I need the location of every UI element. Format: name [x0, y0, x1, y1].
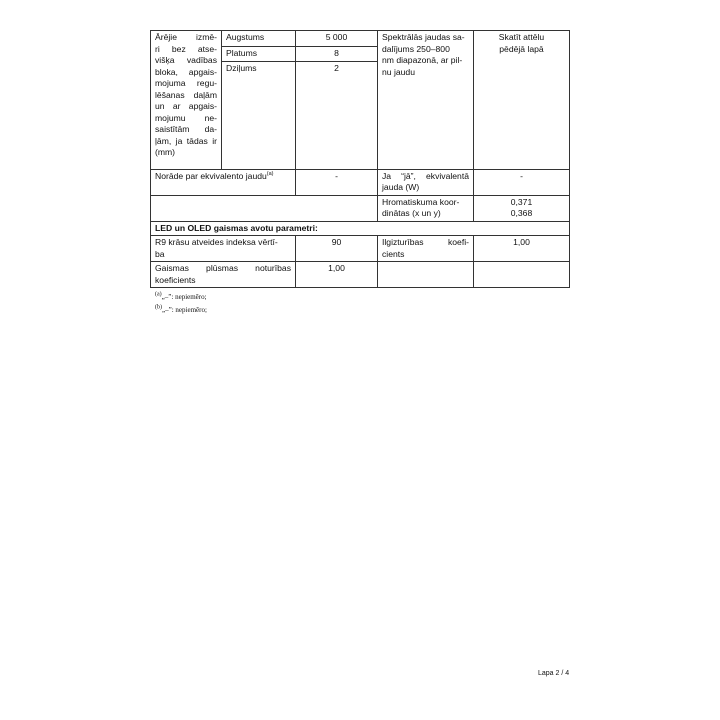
r9-label-cell [151, 236, 296, 262]
flux-label-line: koeficients [155, 274, 196, 285]
width-value: 8 [296, 47, 378, 62]
spectral-label-line: nm diapazonā, ar pil- [382, 55, 463, 65]
empty-cell [474, 262, 570, 288]
dimensions-label-line: višķa vadības [155, 55, 217, 65]
dimensions-label-line: lēšanas daļām [155, 89, 217, 100]
footnote-mark: (a) [155, 291, 162, 298]
dimensions-label-line: saistītām da- [155, 124, 217, 134]
dimensions-label-line: bloka, apgais- [155, 66, 217, 77]
dimensions-label-line: Ārējie izmē- [155, 32, 217, 42]
spectral-label-line: nu jaudu [382, 66, 415, 77]
table-row [151, 236, 570, 262]
flux-label-line: Gaismas plūsmas noturības [155, 263, 291, 273]
dimensions-label-line: mojuma regu- [155, 78, 217, 88]
spectral-label-cell [378, 31, 474, 170]
spectral-label-line: Spektrālās jaudas sa- [382, 32, 465, 42]
flux-value: 1,00 [296, 262, 378, 288]
lifetime-label-line: Ilgizturības koefi- [382, 237, 469, 247]
equiv-power-value: - [296, 169, 378, 195]
equiv-yes-label-cell [378, 169, 474, 195]
flux-label-cell [151, 262, 296, 288]
r9-label-line: ba [155, 248, 165, 259]
spectral-value-line: pēdējā lapā [499, 43, 544, 54]
empty-cell [151, 195, 378, 221]
footnotes [155, 291, 207, 317]
dimensions-label-line: mojumu ne- [155, 112, 217, 123]
r9-label-line: R9 krāsu atveides indeksa vērtī- [155, 237, 278, 247]
table-row [151, 31, 570, 47]
height-value: 5 000 [296, 31, 378, 47]
width-label: Platums [222, 47, 296, 62]
r9-value: 90 [296, 236, 378, 262]
dimensions-label-line: un ar apgais- [155, 101, 217, 111]
spectral-label-line: dalījums 250–800 [382, 43, 450, 54]
height-label: Augstums [222, 31, 296, 47]
dimensions-label-line: ļām, ja tādas ir [155, 135, 217, 146]
equiv-yes-label-line: Ja “jā”, ekvivalentā [382, 170, 469, 181]
table-row [151, 262, 570, 288]
lifetime-value: 1,00 [474, 236, 570, 262]
chroma-label-line: dinātas (x un y) [382, 208, 441, 218]
dimensions-label-cell [151, 31, 222, 170]
chroma-value-cell [474, 195, 570, 221]
lifetime-label-line: cients [382, 248, 405, 259]
chroma-label-line: Hromatiskuma koor- [382, 196, 460, 207]
table-row [151, 221, 570, 236]
dimensions-label-line: ri bez atse- [155, 43, 217, 54]
chroma-y-value: 0,368 [510, 208, 533, 218]
depth-label: Dziļums [222, 61, 296, 169]
footnote-text: „–”: nepiemēro; [162, 306, 207, 314]
table-row [151, 169, 570, 195]
product-info-table [150, 30, 570, 288]
equiv-yes-value: - [474, 169, 570, 195]
spectral-value-line: Skatīt attēlu [498, 32, 545, 42]
footnote-item [155, 291, 207, 304]
footnote-item [155, 304, 207, 317]
depth-value: 2 [296, 61, 378, 169]
led-section-title: LED un OLED gaismas avotu parametri: [151, 221, 570, 236]
table-row [151, 195, 570, 221]
lifetime-label-cell [378, 236, 474, 262]
chroma-x-value: 0,371 [510, 196, 533, 207]
equiv-power-label-cell [151, 169, 296, 195]
spectral-value-cell [474, 31, 570, 170]
footnote-mark: (b) [155, 304, 162, 311]
footnote-ref-a: (a) [266, 170, 274, 177]
equiv-power-label: Norāde par ekvivalento jaudu [155, 170, 267, 181]
footnote-text: „–”: nepiemēro; [161, 293, 207, 301]
empty-cell [378, 262, 474, 288]
dimensions-label-line: (mm) [155, 147, 176, 157]
page-number: Lapa 2 / 4 [538, 670, 570, 677]
chroma-label-cell [378, 195, 474, 221]
equiv-yes-label-line: jauda (W) [382, 182, 420, 192]
